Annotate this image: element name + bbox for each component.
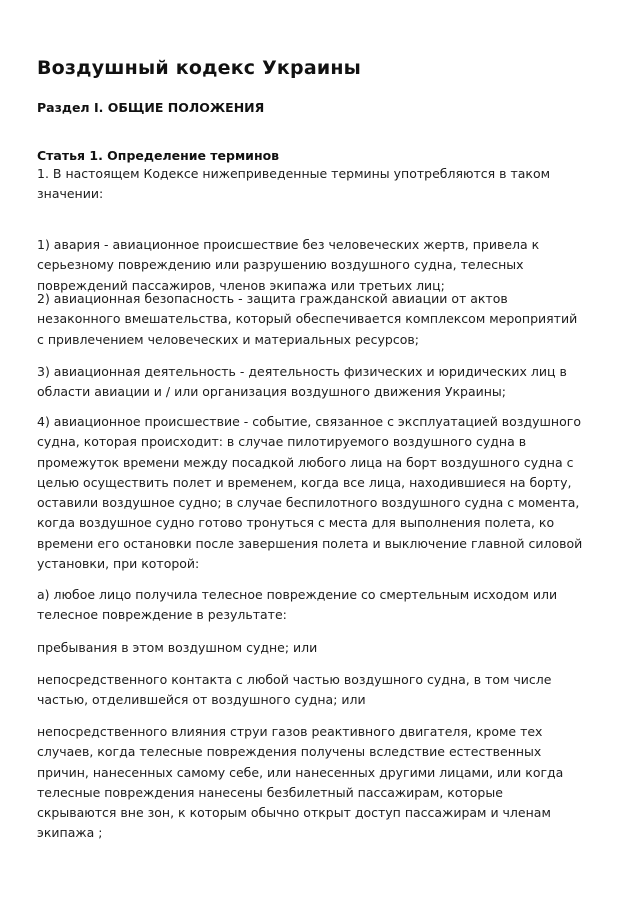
text-line: серьезному повреждению или разрушению воздушного судна, телесных bbox=[37, 257, 524, 273]
section-heading: Раздел I. ОБЩИЕ ПОЛОЖЕНИЯ bbox=[37, 100, 265, 115]
paragraph-term-4a-iii bbox=[37, 722, 563, 844]
text-line: промежуток времени между посадкой любого лица на борт воздушного судна с bbox=[37, 454, 574, 470]
text-line: непосредственного влияния струи газов реактивного двигателя, кроме тех bbox=[37, 724, 543, 739]
paragraph-term-2 bbox=[37, 289, 577, 350]
paragraph-term-4a bbox=[37, 585, 557, 626]
article-heading: Статья 1. Определение терминов bbox=[37, 148, 280, 163]
paragraph-term-1 bbox=[37, 235, 539, 296]
paragraph-intro bbox=[37, 164, 550, 205]
text-line: оставили воздушное судно; в случае беспилотного воздушного судна с момента, bbox=[37, 495, 580, 511]
text-line: незаконного вмешательства, который обеспечивается комплексом мероприятий bbox=[37, 311, 578, 327]
text-line: 4) авиационное происшествие - событие, связанное с эксплуатацией воздушного bbox=[37, 414, 581, 429]
text-line: скрываются вне зон, к которым обычно открыт доступ пассажирам и членам bbox=[37, 805, 551, 821]
text-line: 2) авиационная безопасность - защита гражданской авиации от актов bbox=[37, 291, 508, 306]
text-line: пребывания в этом воздушном судне; или bbox=[37, 640, 318, 655]
text-line: когда воздушное судно готово тронуться с места для выполнения полета, ко bbox=[37, 515, 555, 531]
paragraph-term-4 bbox=[37, 412, 582, 574]
text-line: установки, при которой: bbox=[37, 556, 200, 572]
text-line: судна, которая происходит: в случае пилотируемого воздушного судна в bbox=[37, 434, 527, 450]
text-line: частью, отделившейся от воздушного судна; или bbox=[37, 692, 366, 708]
text-line: области авиации и / или организация воздушного движения Украины; bbox=[37, 384, 506, 400]
text-line: 3) авиационная деятельность - деятельность физических и юридических лиц в bbox=[37, 364, 567, 379]
text-line: повреждений пассажиров, членов экипажа или третьих лиц; bbox=[37, 277, 445, 293]
text-line: причин, нанесенных самому себе, или нанесенных другими лицами, или когда bbox=[37, 764, 564, 780]
paragraph-term-4a-i bbox=[37, 638, 317, 658]
paragraph-term-3 bbox=[37, 362, 567, 403]
text-line: случаев, когда телесные повреждения получены вследствие естественных bbox=[37, 744, 542, 760]
text-line: значении: bbox=[37, 186, 104, 202]
document-title: Воздушный кодекс Украины bbox=[37, 57, 362, 79]
text-line: времени его остановки после завершения полета и выключение главной силовой bbox=[37, 535, 583, 551]
text-line: непосредственного контакта с любой частью воздушного судна, в том числе bbox=[37, 672, 552, 687]
text-line: целью осуществить полет и временем, когда все лица, находившиеся на борту, bbox=[37, 474, 572, 490]
text-line: экипажа ; bbox=[37, 825, 103, 841]
text-line: а) любое лицо получила телесное повреждение со смертельным исходом или bbox=[37, 587, 558, 602]
paragraph-term-4a-ii bbox=[37, 670, 551, 711]
text-line: 1) авария - авиационное происшествие без человеческих жертв, привела к bbox=[37, 237, 540, 252]
text-line: телесное повреждение в результате: bbox=[37, 607, 287, 623]
text-line: с привлечением человеческих и материальных ресурсов; bbox=[37, 331, 419, 347]
text-line: 1. В настоящем Кодексе нижеприведенные термины употребляются в таком bbox=[37, 166, 551, 181]
text-line: телесные повреждения нанесены безбилетный пассажирам, которые bbox=[37, 784, 503, 800]
